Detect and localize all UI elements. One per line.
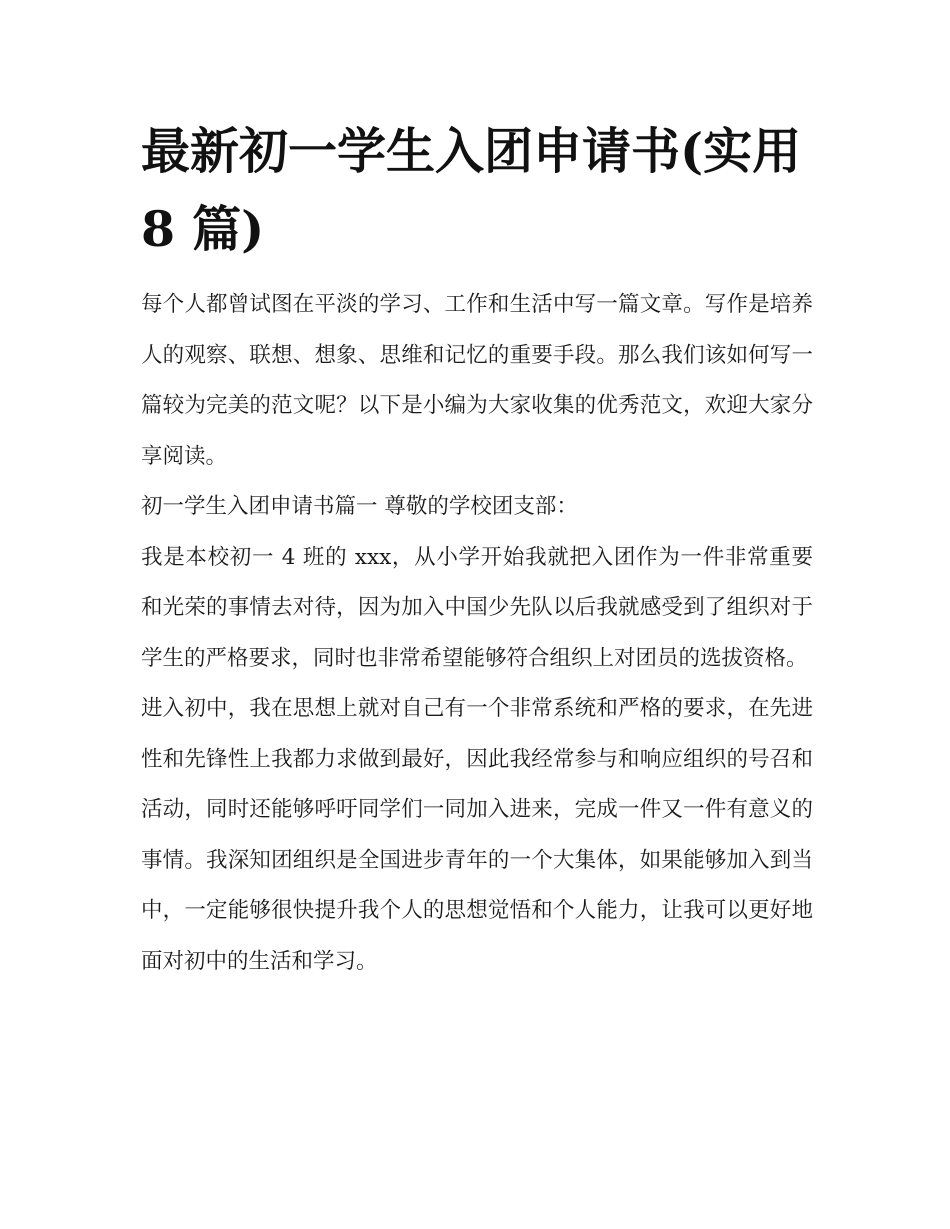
document-body xyxy=(141,112,813,987)
salutation-paragraph: 初一学生入团申请书篇一 尊敬的学校团支部： xyxy=(141,494,578,519)
body-paragraph: 我是本校初一 4 班的 xxx，从小学开始我就把入团作为一件非常重要和光荣的事情去对待，因为加入中国少先队以后我就感受到了组织对于学生的严格要求，同时也非常希望能够符合组织上对团员的选拔资格。 xyxy=(141,544,813,671)
body-paragraph: 进入初中，我在思想上就对自己有一个非常系统和严格的要求，在先进性和先锋性上我都力求做到最好，因此我经常参与和响应组织的号召和活动，同时还能够呼吁同学们一同加入进来，完成一件又一件有意义的事情。我深知团组织是全国进步青年的一个大集体，如果能够加入到当中，一定能够很快提升我个人的思想觉悟和个人能力，让我可以更好地面对初中的生活和学习。 xyxy=(141,696,813,974)
intro-paragraph: 每个人都曾试图在平淡的学习、工作和生活中写一篇文章。写作是培养人的观察、联想、想象、思维和记忆的重要手段。那么我们该如何写一篇较为完美的范文呢？以下是小编为大家收集的优秀范文，欢迎大家分享阅读。 xyxy=(141,292,813,469)
document-title: 最新初一学生入团申请书(实用 8 篇) xyxy=(141,122,802,258)
